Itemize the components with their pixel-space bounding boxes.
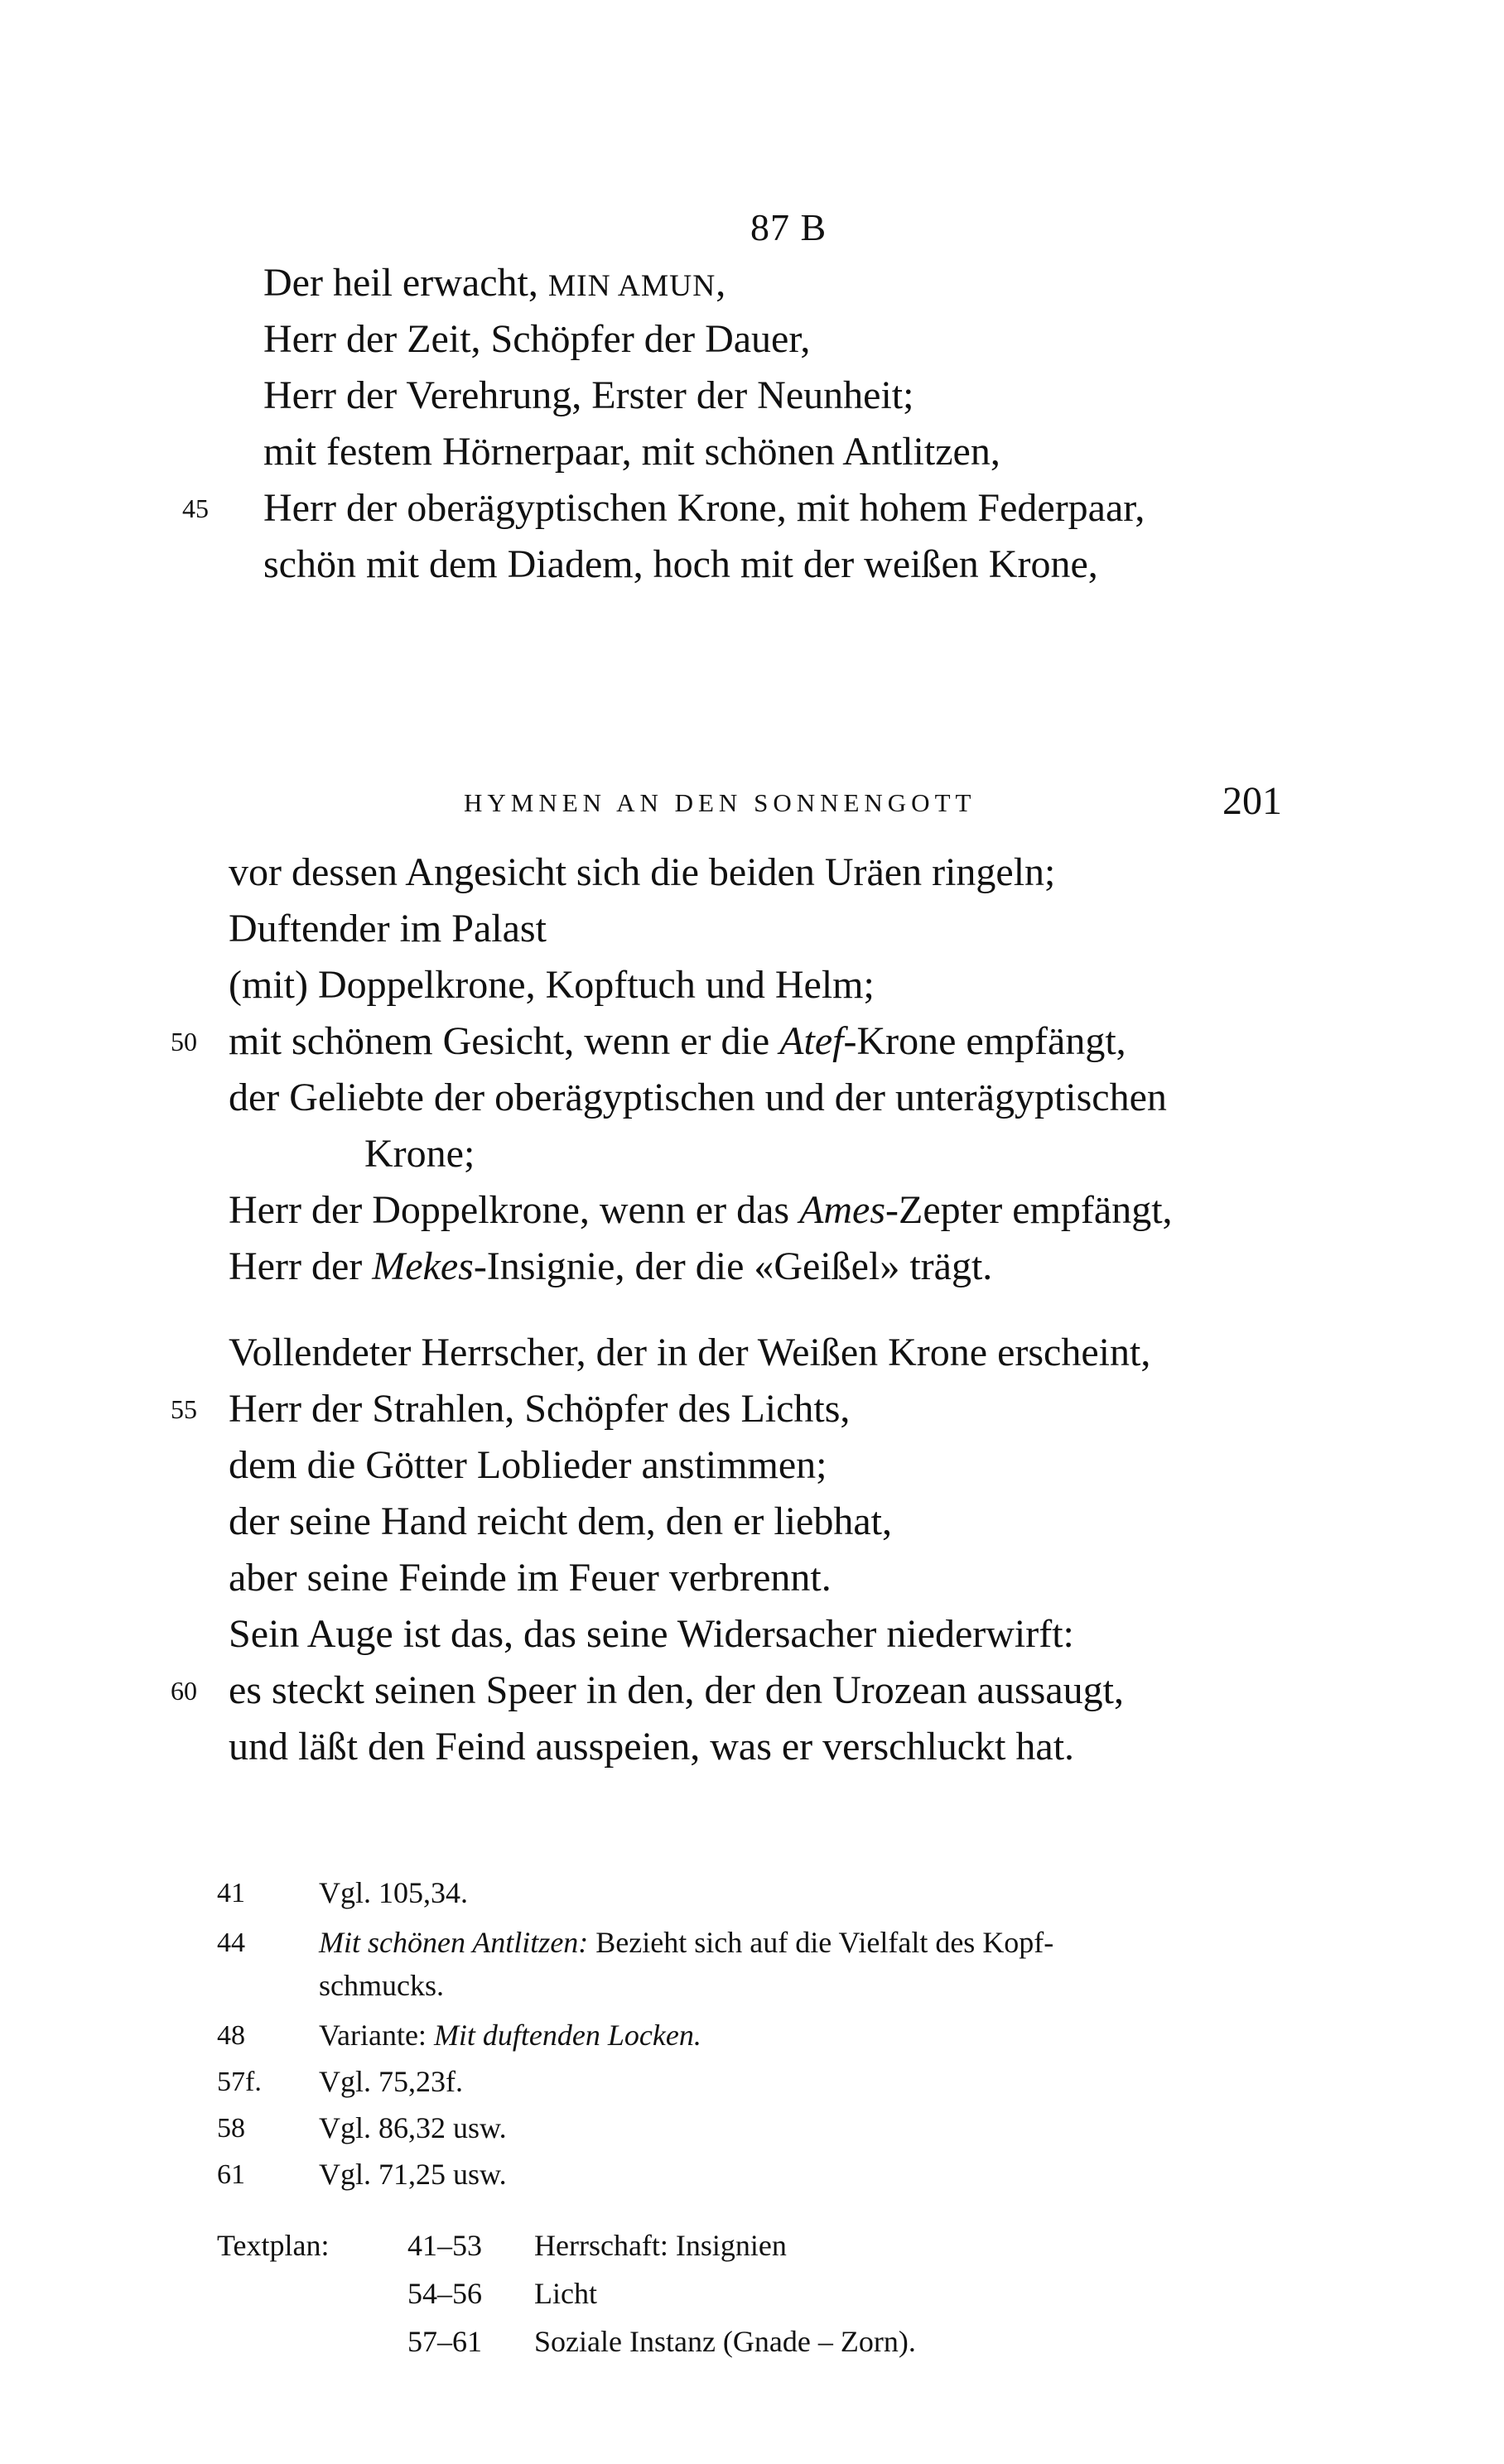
- note-body: Variante:: [319, 2019, 434, 2052]
- verse-line: (mit) Doppelkrone, Kopftuch und Helm;: [229, 963, 875, 1007]
- textplan-range: 54–56: [407, 2277, 482, 2310]
- verse-line: Sein Auge ist das, das seine Widersacher niederwirft:: [229, 1612, 1074, 1656]
- line-number: 45: [182, 493, 209, 523]
- verse-line: und läßt den Feind ausspeien, was er verschluckt hat.: [229, 1725, 1075, 1769]
- verse-line: mit festem Hörnerpaar, mit schönen Antlitzen,: [263, 430, 1000, 474]
- verse-text: -Zepter empfängt,: [885, 1188, 1173, 1232]
- note-text: Vgl. 105,34.: [319, 1876, 468, 1909]
- verse-line: [229, 1019, 1126, 1063]
- textplan-label: Textplan:: [217, 2229, 330, 2262]
- note-emphasis: Mit duftenden Locken.: [433, 2019, 701, 2052]
- note-number: 41: [217, 1878, 245, 1908]
- verse-line: der seine Hand reicht dem, den er liebhat,: [229, 1499, 892, 1543]
- verse-line: schön mit dem Diadem, hoch mit der weißen Krone,: [263, 542, 1098, 586]
- verse-text: Der heil erwacht,: [263, 261, 548, 305]
- textplan-range: 57–61: [407, 2325, 482, 2358]
- verse-text: Herr der Doppelkrone, wenn er das: [229, 1188, 800, 1232]
- verse-line: Herr der oberägyptischen Krone, mit hohem Federpaar,: [263, 486, 1145, 530]
- verse-line: Herr der Strahlen, Schöpfer des Lichts,: [229, 1387, 851, 1431]
- line-number: 55: [171, 1394, 197, 1424]
- verse-line-continuation: Krone;: [364, 1132, 475, 1176]
- verse-line: der Geliebte der oberägyptischen und der unterägyptischen: [229, 1076, 1167, 1119]
- verse-line: Herr der Zeit, Schöpfer der Dauer,: [263, 317, 811, 361]
- page-number: 201: [1222, 779, 1282, 823]
- note-number: 61: [217, 2159, 245, 2190]
- textplan-description: Herrschaft: Insignien: [534, 2229, 787, 2262]
- section-header: 87 B: [750, 206, 827, 248]
- note-number: 57f.: [217, 2067, 262, 2097]
- verse-line: dem die Götter Loblieder anstimmen;: [229, 1443, 827, 1487]
- textplan-description: Soziale Instanz (Gnade – Zorn).: [534, 2325, 916, 2358]
- line-number: 50: [171, 1027, 197, 1056]
- line-number: 60: [171, 1676, 197, 1706]
- textplan-range: 41–53: [407, 2229, 482, 2262]
- note-number: 58: [217, 2113, 245, 2144]
- verse-text: mit schönem Gesicht, wenn er die: [229, 1019, 780, 1063]
- divine-name: MIN AMUN: [547, 269, 716, 303]
- note-number: 44: [217, 1927, 245, 1958]
- emphasis-term: Atef: [779, 1019, 844, 1063]
- note-text: [319, 1927, 1053, 1957]
- note-body: Bezieht sich auf die Vielfalt des Kopf-: [588, 1926, 1054, 1959]
- emphasis-term: Mekes: [372, 1244, 474, 1288]
- textplan-description: Licht: [534, 2277, 597, 2310]
- verse-line: Herr der Verehrung, Erster der Neunheit;: [263, 373, 914, 417]
- verse-text: ,: [716, 261, 726, 305]
- note-text: Vgl. 86,32 usw.: [319, 2111, 507, 2144]
- running-head-title: HYMNEN AN DEN SONNENGOTT: [464, 788, 976, 817]
- verse-line: [229, 1188, 1173, 1232]
- emphasis-term: Ames: [799, 1188, 886, 1232]
- verse-line: aber seine Feinde im Feuer verbrennt.: [229, 1556, 832, 1600]
- verse-line: [229, 1244, 993, 1288]
- note-text: Vgl. 71,25 usw.: [319, 2158, 507, 2191]
- verse-line: Duftender im Palast: [229, 907, 547, 950]
- note-text-continuation: schmucks.: [319, 1969, 444, 2002]
- verse-text: -Krone empfängt,: [843, 1019, 1126, 1063]
- verse-line: [263, 263, 725, 303]
- note-text: [319, 2020, 701, 2050]
- verse-line: Vollendeter Herrscher, der in der Weißen Krone erscheint,: [229, 1331, 1151, 1374]
- verse-line: vor dessen Angesicht sich die beiden Uräen ringeln;: [229, 850, 1056, 894]
- note-number: 48: [217, 2020, 245, 2051]
- note-emphasis: Mit schönen Antlitzen:: [319, 1926, 589, 1959]
- verse-line: es steckt seinen Speer in den, der den Urozean aussaugt,: [229, 1668, 1124, 1712]
- verse-text: -Insignie, der die «Geißel» trägt.: [473, 1244, 993, 1288]
- note-text: Vgl. 75,23f.: [319, 2065, 463, 2098]
- verse-text: Herr der: [229, 1244, 373, 1288]
